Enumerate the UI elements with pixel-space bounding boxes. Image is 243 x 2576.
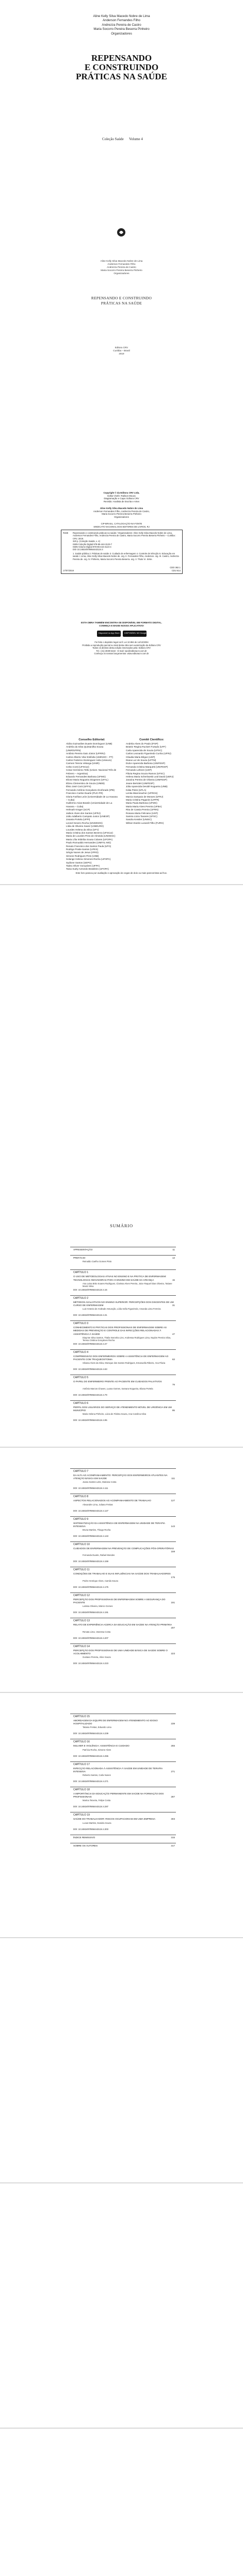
editorial-member: Cesar Gerónimo Tello (Univer. Nacional Três de Febrero – Argentina) — [66, 769, 117, 775]
toc-chapter-label: CAPÍTULO 1 — [73, 1271, 89, 1275]
editorial-member: Renato Francisco dos Santos Paula (UFG) — [66, 844, 111, 848]
toc-entry-page: 223 — [171, 1652, 175, 1655]
editorial-member: Andréia da Silva Quintanilha Sousa (UNIR/UFRN) — [66, 745, 104, 752]
toc-entry-page: 287 — [171, 1795, 175, 1799]
toc-chapter-label: CAPÍTULO 14 — [73, 1645, 90, 1648]
toc-entry-doi[interactable]: DOI: 10.24824/978854443124.4.287 — [73, 1805, 108, 1808]
toc-entry-page: 11 — [172, 1248, 175, 1251]
editorial-member: Elizeu Clementino de Souza (UNEB) — [66, 782, 105, 785]
scientific-committee-title: Comitê Científico: — [139, 738, 164, 741]
scientific-committee — [126, 738, 177, 825]
toc-divider — [70, 1592, 176, 1593]
scientific-member: Rosana Maria Feliciano (USP) — [126, 811, 158, 815]
toc-entry-doi[interactable]: DOI: 10.24824/978854443124.4.207 — [73, 1636, 108, 1639]
toc-entry-title[interactable]: SAÚDE DO TRABALHADOR: RISCOS OCUPACIONAIS EM UMA EMPRESA — [73, 1818, 156, 1821]
catalog-code: R338 — [63, 532, 69, 534]
page-break — [0, 2428, 243, 2429]
footer-line: Tel.: (41) 3039-6418 - E-mail: sac@editoracrv.com.br — [96, 649, 147, 652]
editorial-member: João Adalberto Campato Junior (UNESP) — [66, 815, 110, 818]
scientific-committee-list — [126, 742, 177, 825]
scientific-member: Maria Paula Barbosa (UFMG) — [126, 802, 157, 805]
cover-organizer: Maria Socorro Pereira Beserra Pinheiro — [93, 27, 150, 31]
scientific-member: Sandra Kessler (UNISC) — [126, 818, 152, 821]
toc-entry-doi[interactable]: DOI: 10.24824/978854443124.4.63 — [73, 1368, 107, 1371]
catalog-pages: 320 p. (Coleção Saúde, v. 4) — [73, 540, 100, 543]
title-organizer: Andrezza Pereira de Castro — [107, 266, 136, 268]
catalog-cdu: CDU 614 — [171, 569, 181, 572]
editorial-member: Lídia de Oliveira Xavier (UNIEURO) — [66, 825, 104, 828]
copyright-page — [0, 486, 243, 730]
toc-chapter-label: CAPÍTULO 17 — [73, 1762, 90, 1766]
title-page — [0, 244, 243, 487]
toc-chapter-label: CAPÍTULO 2 — [73, 1296, 89, 1300]
council-footer: Este livro passou por avaliação e aprovação às cegas de dois ou mais pareceristas ad hoc. — [75, 872, 168, 874]
page-break — [0, 2182, 243, 2183]
cover-title-line: PRÁTICAS NA SAÚDE — [76, 72, 167, 81]
catalog-card — [61, 530, 183, 574]
editorial-member: Helmuth Krüger (UCP) — [66, 808, 90, 811]
cover-organizers — [0, 14, 243, 36]
toc-entry-title[interactable]: APRESENTAÇÃO — [73, 1248, 93, 1251]
editorial-member: Francisco Carlos Duarte (PUC-PR) — [66, 792, 103, 795]
toc-entry-doi[interactable]: DOI: 10.24824/978854443124.4.191 — [73, 1611, 108, 1614]
toc-entry-page: 271 — [171, 1770, 175, 1773]
title-page-title — [0, 296, 243, 306]
toc-chapter-label: CAPÍTULO 5 — [73, 1376, 89, 1380]
organizer-line: Organizadores — [114, 515, 129, 518]
toc-entry-authors: Patrícia Rocha, Simone Alves — [83, 1748, 111, 1751]
toc-entry-title[interactable]: O USO DE METODOLOGIAS ATIVAS NO ENSINO E NA PRÁTICA DE ENFERMAGEM: TECNOLOGIAS INOVADORAS PARA O ENSINO EM SAÚDE DA CRIANÇA — [73, 1275, 167, 1281]
editorial-member: Sérgio Nunes de Jesus (IFRO) — [66, 851, 99, 854]
scientific-member: Júlia Aparecida Devidé Nogueira (UNB) — [126, 785, 168, 788]
toc-chapter-label: CAPÍTULO 3 — [73, 1322, 89, 1326]
toc-entry-page: 255 — [171, 1744, 175, 1748]
title-organizer: Aline Kelly Silva Macedo Nobre de Lima — [100, 260, 143, 262]
footer-line: Conheça os nossos lançamentos: www.editoracrv.com.br — [94, 652, 149, 655]
scientific-member: Dulce Aparecida Barbosa (UNIFESP) — [126, 762, 166, 765]
imprint-publisher: Editora CRV — [115, 346, 128, 349]
toc-entry-title[interactable]: PERCEPÇÃO DOS PROFISSIONAIS DE UMA UNIDADE BÁSICA DE SAÚDE SOBRE O ACOLHIMENTO — [73, 1649, 168, 1655]
editorial-council — [66, 738, 118, 871]
editorial-member: Tadeu Oliver Gonçalves (UFPA) — [66, 865, 100, 868]
editorial-member: Celso Conti (UFSCar) — [66, 765, 89, 768]
toc-entry-page: 317 — [171, 1844, 175, 1847]
imprint-place: Curitiba – Brasil — [113, 349, 130, 352]
organizer-line: Maria Socorro Pereira Beserra Pinheiro — [102, 513, 141, 516]
editorial-member: Jailson Alves dos Santos (UFRJ) — [66, 811, 101, 815]
imprint-year: 2019 — [119, 352, 124, 355]
cip-title: CIP-BRASIL. CATALOGAÇÃO-NA-FONTE — [101, 522, 142, 525]
toc-entry-doi[interactable]: DOI: 10.24824/978854443124.4.175 — [73, 1585, 108, 1588]
editorial-member: Gloria Fariñas León (Universidade de La Havana – Cuba) — [66, 795, 118, 801]
toc-entry-title[interactable]: PREFÁCIO — [73, 1257, 86, 1260]
scientific-member: Cláudia Maria Bôgus (USP) — [126, 755, 155, 758]
toc-entry-page: 315 — [171, 1836, 175, 1839]
toc-entry-authors: Larissa Oliveira, Márcio Gomes — [83, 1605, 113, 1608]
toc-entry-doi[interactable]: DOI: 10.24824/978854443124.4.255 — [73, 1754, 108, 1757]
toc-entry-doi[interactable]: DOI: 10.24824/978854443124.4.79 — [73, 1393, 107, 1396]
footer-line: Todos os direitos desta edição reservados pela: Editora CRV — [92, 647, 151, 650]
toc-entry-title[interactable]: CONHECIMENTO E PRÁTICAS DOS PROFISSIONAIS DE ENFERMAGEM SOBRE AS MEDIDAS DE PREVENÇÃO E CONTROLE DAS INFECÇÕES RELACIONADAS À ASSISTÊNCIA À SAÚDE — [73, 1326, 167, 1335]
toc-chapter-label: CAPÍTULO 18 — [73, 1788, 90, 1791]
toc-divider — [70, 1400, 176, 1401]
toc-entry-page: 159 — [171, 1550, 175, 1553]
page-break — [0, 1937, 243, 1938]
scientific-member: Marta Maria Alves Pereira (UFBA) — [126, 805, 162, 808]
toc-entry-page: 13 — [172, 1257, 175, 1260]
cover-organizer: Aline Kelly Silva Macedo Nobre de Lima — [93, 14, 150, 18]
toc-entry-title[interactable]: CUIDADOS DE ENFERMAGEM NA PREVENÇÃO DE COMPLICAÇÕES PÓS-OPERATÓRIAS — [73, 1547, 174, 1550]
title-organizer: Maria Socorro Pereira Beserra Pinheiro — [101, 269, 142, 272]
scientific-member: Andréia Alves do Prado (IFSP) — [126, 742, 158, 745]
digital-notice — [0, 621, 243, 628]
toc-entry-doi[interactable]: DOI: 10.24824/978854443124.4.111 — [73, 1487, 108, 1490]
scientific-member: Helena Maria Scherlowski Leal David (UERJ) — [126, 775, 174, 778]
toc-entry-authors: Silvana Alves da Silva, Monique dos Santos Rodrigues, Emanuella Ribeiro, Ana Flávia — [83, 1362, 166, 1365]
toc-entry-doi[interactable]: DOI: 10.24824/978854443124.4.47 — [73, 1342, 107, 1345]
toc-entry-authors: Reinaldo Coelho Gomes Pinto — [83, 1260, 112, 1263]
crv-logo-icon — [117, 228, 126, 237]
editorial-member: Josania Portela (UFPI) — [66, 818, 90, 821]
copyright-credits — [0, 492, 243, 503]
toc-chapter-label: CAPÍTULO 10 — [73, 1543, 90, 1546]
toc-entry-authors: Pedro Henrique Alves, Camila Souza — [83, 1579, 118, 1582]
toc-entry-title[interactable]: ASPECTOS RELACIONADOS AO ACOMPANHAMENTO DE TRABALHO — [73, 1499, 151, 1502]
toc-divider — [70, 1349, 176, 1350]
cover-organizer-role: Organizadores — [111, 31, 132, 36]
toc-entry-doi[interactable]: DOI: 10.24824/978854443124.4.127 — [73, 1509, 108, 1512]
google-play-badge[interactable] — [123, 631, 151, 637]
scientific-member: Jeane Bertoleti (UNIFESP) — [126, 782, 154, 785]
toc-entry-title[interactable]: ÍNDICE REMISSIVO — [73, 1836, 95, 1839]
toc-chapter-label: CAPÍTULO 4 — [73, 1350, 89, 1354]
toc-entry-doi[interactable]: DOI: 10.24824/978854443124.4.159 — [73, 1560, 108, 1563]
catalog-subjects: 1. Saúde pública 2. Práticas de saúde 3. Cuidado de enfermagem 4. Controle de infecção 5. Educação em saúde I. Lima, Aline Kelly Silva Macedo Nobre de. org. II. Fernandes Filho, Anderson. org. III. Castro, Andrezza Pereira de. org. IV. Pinheiro, Maria Socorro Pereira Beserra. org. V. Título VI. Série. — [73, 552, 179, 561]
toc-chapter-label: CAPÍTULO 12 — [73, 1594, 90, 1597]
toc-entry-title[interactable]: CONDIÇÕES DE TRABALHO E SUAS INFLUÊNCIAS NA SAÚDE DOS TRABALHADORES — [73, 1572, 171, 1575]
toc-entry-authors: Antônio Marcos Chaves, Luana Gomes, Samara Nogueira, Eliana Portela — [83, 1387, 153, 1390]
title-page-title-line: PRÁTICAS NA SAÚDE — [101, 300, 142, 306]
catalog-doi: DOI 10.24824/978854443124.4 — [73, 548, 103, 551]
toc-entry-title[interactable]: COMPREENSÃO DOS ENFERMEIROS SOBRE A ASSISTÊNCIA DE ENFERMAGEM AO PACIENTE COM TRAQUEOSTOMIA — [73, 1354, 169, 1361]
collection-label: Coleção Saúde — [102, 137, 124, 141]
toc-entry-page: 31 — [172, 1304, 175, 1307]
toc-divider — [70, 1255, 176, 1256]
toc-chapter-label: CAPÍTULO 9 — [73, 1517, 89, 1521]
cover-organizer: Andrezza Pereira de Castro — [102, 23, 141, 27]
scientific-member: Carla Aparecida de Souza (UFSC) — [126, 749, 163, 752]
catalog-body — [73, 532, 179, 561]
google-play-label: DISPONÍVEL NO Google Play — [124, 632, 151, 634]
page-break — [0, 1447, 243, 1448]
scientific-member: Rita de Cassia Pereira (UFRN) — [126, 808, 159, 811]
editorial-member: Carmen Tereza Velanga (UNIR) — [66, 762, 100, 765]
toc-entry-title[interactable]: SISTEMATIZAÇÃO DA ASSISTÊNCIA DE ENFERMAGEM NA UNIDADE DE TERAPIA INTENSIVA — [73, 1521, 165, 1528]
editorial-member: Elione Maria Nogueira Diogenes (UFAL) — [66, 778, 108, 782]
toc-entry-authors: Renata Lima, Vanessa Costa — [83, 1630, 111, 1633]
cover-title — [0, 54, 243, 81]
toc-divider — [70, 1295, 176, 1296]
editorial-member: Carlos Federico Dominguez Avila (Unieuro) — [66, 759, 112, 762]
title-page-title-line: REPENSANDO E CONSTRUINDO — [91, 296, 152, 300]
toc-entry-page: 191 — [171, 1601, 175, 1604]
toc-entry-page: 79 — [172, 1383, 175, 1386]
app-store-badge[interactable] — [97, 631, 121, 637]
title-organizer: Anderson Fernandes Filho — [107, 263, 136, 265]
scientific-member: Maria Cristina Paganini (UFPR) — [126, 798, 159, 801]
toc-chapter-label: CAPÍTULO 15 — [73, 1715, 90, 1718]
toc-entry-page: 15 — [172, 1278, 175, 1281]
toc-entry-page: 303 — [171, 1818, 175, 1821]
toc-chapter-label: CAPÍTULO 7 — [73, 1470, 89, 1473]
catalog-date-right: CDD 362.1 — [170, 566, 181, 569]
cover-page — [0, 0, 243, 245]
catalog-isbn2: ISBN Volume Digital 978-85-444-3124-4 — [73, 546, 111, 549]
title-organizer-role: Organizadores — [114, 272, 129, 275]
scientific-member: Kátia Poles (UFLA) — [126, 788, 147, 791]
toc-section — [0, 892, 243, 2576]
toc-divider — [70, 1643, 176, 1644]
toc-entry-authors: Fernanda Duarte, Rafael Mendes — [83, 1554, 115, 1557]
scientific-member: Fernanda Cristina Marquetti (UNIFESP) — [126, 765, 168, 768]
toc-entry-title[interactable]: DA ALTA AO ACOMPANHAMENTO: PERCEPÇÃO DOS ENFERMEIROS ATUANTES NA ATENÇÃO BÁSICA EM SAÚDE — [73, 1474, 168, 1480]
toc-entry-title[interactable]: A IMPORTÂNCIA DA EDUCAÇÃO PERMANENTE EM SAÚDE NA FORMAÇÃO DOS PROFISSIONAIS — [73, 1792, 164, 1799]
scientific-member: Samira Lúcia Tavares (UFSC) — [126, 815, 157, 818]
organizer-line: Anderson Fernandes Filho, Andrezza Pereira de Castro, — [93, 510, 150, 513]
editorial-council-title: Conselho Editorial: — [78, 738, 105, 741]
toc-entry-page: 239 — [171, 1722, 175, 1725]
toc-entry-page: 95 — [172, 1409, 175, 1412]
editorial-member: Lourdes Helena da Silva (UFV) — [66, 828, 99, 831]
app-line: CONHEÇA E BAIXE NOSSO APLICATIVO! — [99, 624, 144, 627]
toc-divider — [70, 1468, 176, 1469]
toc-entry-title[interactable]: RELATO DE EXPERIÊNCIA ACERCA DA EDUCAÇÃO EM SAÚDE NA ATENÇÃO PRIMÁRIA — [73, 1623, 172, 1626]
editorial-member: Carlos Alberto Vilar Estêvão (UMINHO – PT) — [66, 755, 114, 758]
toc-entry-doi[interactable]: DOI: 10.24824/978854443124.4.271 — [73, 1780, 108, 1783]
editorial-member: Élsio José Corá (UFFS) — [66, 785, 91, 788]
app-store-label: Disponível no App Store — [99, 632, 120, 634]
toc-divider — [70, 1269, 176, 1270]
editorial-member: Antônio Pereira Gaio Júnior (UFRRJ) — [66, 752, 105, 755]
catalog-isbn: ISBN Coleção Digital 978-85-444-3123-7 — [73, 543, 112, 546]
toc-chapter-label: CAPÍTULO 19 — [73, 1814, 90, 1817]
toc-entry-page: 63 — [172, 1358, 175, 1361]
editorial-member: Maria Lília Imbiriba Sousa Colares (UFOPA) — [66, 838, 113, 841]
editorial-member: Aldira Guimarães Duarte Domínguez (UNB) — [66, 742, 112, 745]
toc-entry-authors: Bruna Martins, Thiago Rocha — [83, 1529, 111, 1531]
toc-entry-authors: Gustavo Pereira, Aline Souza — [83, 1656, 111, 1658]
toc-entry-title[interactable]: O PAPEL DO ENFERMEIRO FRENTE AO PACIENTE EM CUIDADOS PALIATIVOS — [73, 1380, 162, 1383]
review-line: Revisão: Analista de Escrita e Artes — [103, 500, 140, 503]
editorial-member: Simone Rodrigues Pinto (UNB) — [66, 854, 99, 857]
scientific-member: Marcia Sampaio de Moraes (UFRJ) — [126, 795, 164, 798]
toc-entry-doi[interactable]: DOI: 10.24824/978854443124.4.95 — [73, 1419, 107, 1421]
scientific-member: Janaína Pereira de Oliveira (UNIFESP) — [126, 778, 167, 782]
toc-entry-title[interactable]: SOBRE OS AUTORES — [73, 1844, 98, 1847]
title-page-imprint — [0, 346, 243, 355]
toc-entry-doi[interactable]: DOI: 10.24824/978854443124.4.143 — [73, 1535, 108, 1537]
toc-chapter-label: CAPÍTULO 6 — [73, 1401, 89, 1405]
editorial-member: Eduardo Fernandes Barbosa (UFMG) — [66, 775, 106, 778]
toc-entry-title[interactable]: INFECÇÃO RELACIONADA À ASSISTÊNCIA À SAÚDE EM UNIDADE DE TERAPIA INTENSIVA — [73, 1767, 163, 1773]
footer-line: Proibida a reprodução parcial ou total desta obra sem autorização da Editora CRV — [82, 643, 161, 647]
toc-entry-authors: Ana Luisa Brito Soares Rodrigues, Clarissa Alves Pereira, Joice Raquel Dias Oliveira, Tatiane Muniz Silva — [83, 1282, 172, 1288]
toc-entry-title[interactable]: ABORDAGEM DA EQUIPE DE ENFERMAGEM NO ATENDIMENTO AO IDOSO HOSPITALIZADO — [73, 1719, 158, 1725]
toc-entry-doi[interactable]: DOI: 10.24824/978854443124.4.15 — [73, 1288, 107, 1291]
volume-label: Volume 4 — [129, 137, 143, 141]
scientific-member: Beatriz Regina Ruckert Furtado (UFF) — [126, 745, 166, 749]
toc-entry-title[interactable]: MÉTODOS AVALIATIVOS NO ENSINO SUPERIOR: PERCEPÇÕES DOS DISCENTES DE UM CURSO DE ENFERMAGEM — [73, 1300, 174, 1307]
toc-entry-title[interactable]: PERFIL DOS USUÁRIOS DO SERVIÇO DE ATENDIMENTO MÓVEL DE URGÊNCIA EM UM MUNICÍPIO — [73, 1405, 172, 1412]
scientific-member: Fernando Lefevre (USP) — [126, 769, 152, 772]
editor-line: Editor-chefe: Railson Moura — [107, 494, 136, 497]
toc-entry-page: 175 — [171, 1575, 175, 1579]
toc-divider — [70, 1516, 176, 1517]
toc-entry-authors: Tatiana Freitas, Eduardo Lima — [83, 1726, 111, 1729]
copyright-line: Copyright © da Editora CRV Ltda. — [103, 492, 140, 494]
toc-entry-authors: Lucas Martins, Daniela Souza — [83, 1821, 111, 1824]
toc-chapter-label: CAPÍTULO 8 — [73, 1495, 89, 1499]
toc-entry-doi[interactable]: DOI: 10.24824/978854443124.4.223 — [73, 1662, 108, 1665]
toc-divider — [70, 1320, 176, 1321]
toc-entry-doi[interactable]: DOI: 10.24824/978854443124.4.303 — [73, 1827, 108, 1831]
cover-title-line: E CONSTRUINDO — [84, 62, 159, 72]
toc-entry-authors: Marina Teixeira, Felipe Costa — [83, 1799, 111, 1802]
legal-footer — [0, 641, 243, 655]
scientific-member: Diana Luz de Souza (UFTM) — [126, 759, 156, 762]
toc-divider — [70, 1541, 176, 1542]
editorial-member: Solange Helena Ximenes-Rocha (UFOPA) — [66, 858, 111, 861]
design-line: Diagramação e Capa: Editora CRV — [104, 497, 139, 500]
toc-entry-title[interactable]: MULHER E VIOLÊNCIA: ASSISTÊNCIA E CUIDADO — [73, 1744, 129, 1748]
toc-chapter-label: CAPÍTULO 13 — [73, 1619, 90, 1623]
footer-line: Foi feito o depósito legal conf. Lei 10.994 de 14/12/2004 — [94, 641, 149, 643]
page-break — [0, 1692, 243, 1693]
editorial-member: Guillermo Arias Beatón (Universidade de La Havana – Cuba) — [66, 802, 112, 808]
toc-entry-authors: Diaynne Silva Santos, Thalia Noronha Lins, Andressa Rodrigues Lima, Naylon Pereira Silva, Teresa Cristina Gonçalves Rocha — [83, 1336, 171, 1342]
toc-entry-page: 207 — [171, 1626, 175, 1630]
scientific-member: Carlos Leonardo Figueiredo Cunha (UFRJ) — [126, 752, 171, 755]
toc-entry-page: 127 — [171, 1499, 175, 1502]
editorial-member: Fernando Antônio Gonçalves Alcoforado (IPB) — [66, 788, 115, 791]
toc-heading: SUMÁRIO — [110, 1223, 133, 1228]
toc-chapter-label: CAPÍTULO 11 — [73, 1568, 90, 1572]
editorial-member: Maria de Lourdes Pinto de Almeida (UNOESC) — [66, 835, 116, 838]
cover-organizer: Anderson Fernandes Filho — [103, 19, 140, 23]
cover-title-line: REPENSANDO — [91, 53, 152, 63]
editorial-member: Leonel Severo Rocha (UNISINOS) — [66, 821, 103, 824]
toc-entry-page: 111 — [171, 1477, 175, 1480]
toc-entry-authors: Joana Santos Leite, Mariana Costa — [83, 1481, 117, 1484]
cover-logo — [117, 228, 126, 237]
scientific-member: Lenita Wannmacher (UFRGS) — [126, 792, 158, 795]
digital-line: ESTA OBRA TAMBÉM ENCONTRA-SE DISPONÍVEL EM FORMATO DIGITAL. — [80, 621, 162, 624]
editorial-member: Tania Suely Azevedo Brasileiro (UFOPA) — [66, 868, 109, 871]
toc-divider — [70, 1761, 176, 1762]
toc-chapter-label: CAPÍTULO 16 — [73, 1740, 90, 1744]
title-page-organizers — [0, 260, 243, 275]
toc-entry-page: 47 — [172, 1332, 175, 1335]
toc-entry-doi[interactable]: DOI: 10.24824/978854443124.4.239 — [73, 1732, 108, 1735]
cip-header — [0, 522, 243, 528]
toc-entry-doi[interactable]: DOI: 10.24824/978854443124.4.31 — [73, 1314, 107, 1317]
toc-entry-authors: Maria Helena Pinheiro, Lúcia de Fátima Souza, Ana Carolina Silva — [83, 1413, 147, 1415]
copyright-organizers — [0, 507, 243, 518]
toc-entry-title[interactable]: PERCEPÇÃO DOS PROFISSIONAIS DE ENFERMAGEM SOBRE A SEGURANÇA DO PACIENTE — [73, 1598, 166, 1604]
editorial-member: Maria Cristina dos Santos Bezerra (UFSCar) — [66, 831, 113, 834]
scientific-member: Wilson Danilo Lunardi Filho (FURG) — [126, 821, 164, 824]
organizer-line: Aline Kelly Silva Macedo Nobre de Lima — [100, 507, 143, 510]
scientific-member: Flávia Regina Souza Ramos (UFSC) — [126, 772, 165, 775]
toc-entry-page: 143 — [171, 1524, 175, 1528]
catalog-title: Repensando e construindo práticas na saúde / Organizadores: Aline Kelly Silva Macedo Nobre de Lima, Anderson Fernandes Filho, Andrezza Pereira de Castro, Maria Socorro Pereira Beserra Pinheiro – Curitiba : CRV, 2019. — [73, 532, 176, 540]
toc-entry-authors: Luiz Antonio de Andrade Assunção, Lídia Sofia Figueiredo, Amanda Lima Ferreira — [83, 1308, 161, 1311]
toc-entry-authors: Alexandre Lima, Juliana Freitas — [83, 1503, 113, 1506]
catalog-date-left: 17/07/2019 — [63, 569, 74, 572]
editorial-council-list — [66, 742, 118, 871]
editorial-member: Paulo Romualdo Hernandes (UNIFAL-MG) — [66, 841, 111, 844]
editorial-member: Rodrigo Pratte-Santos (UFES) — [66, 848, 99, 851]
toc-entry-authors: Roberto Santos, Carla Nunes — [83, 1774, 111, 1776]
cip-subtitle: SINDICATO NACIONAL DOS EDITORES DE LIVROS, RJ — [93, 525, 150, 528]
editorial-member: Sydione Santos (UEPG) — [66, 861, 92, 864]
